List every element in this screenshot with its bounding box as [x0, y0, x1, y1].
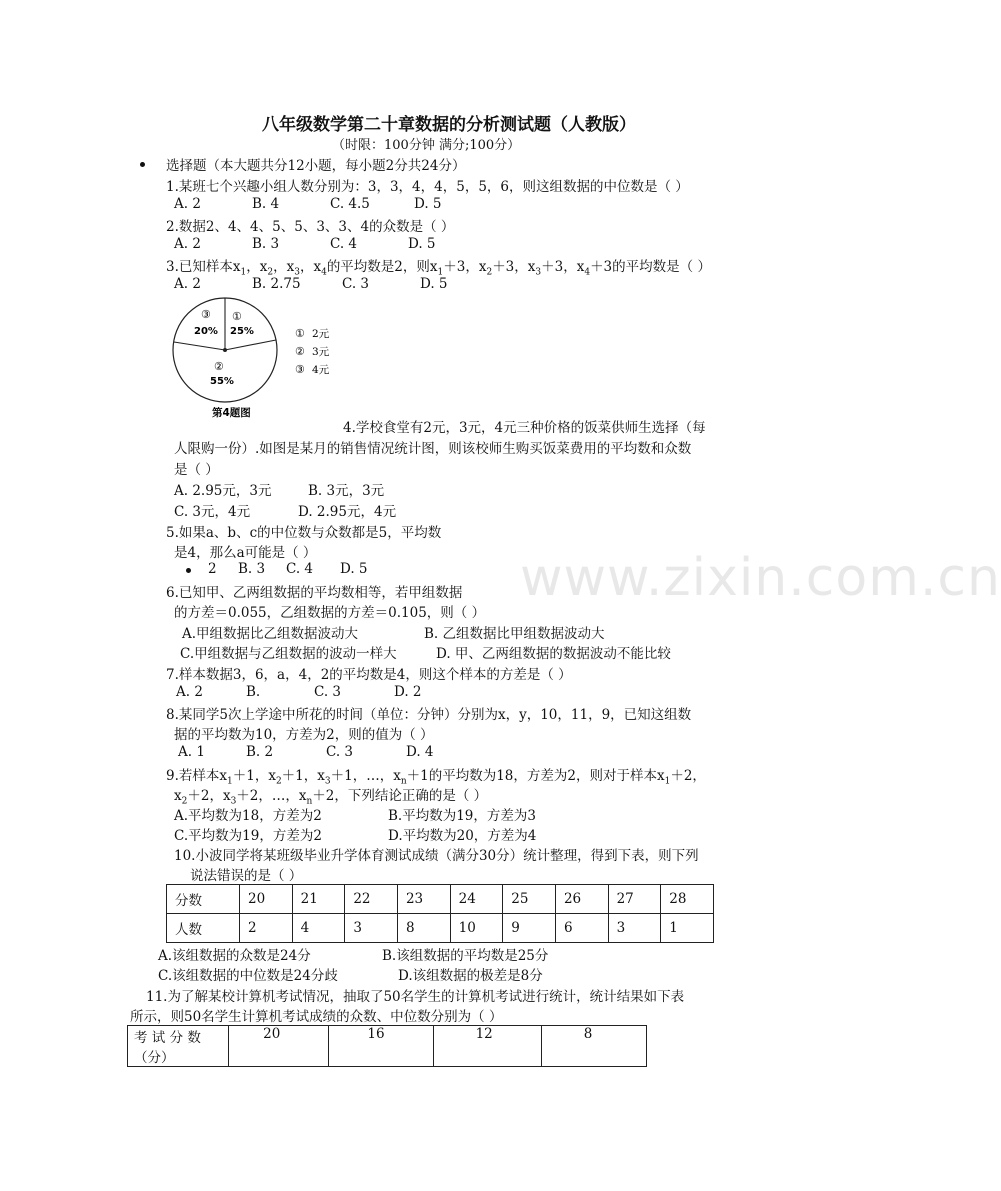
q6-opt-d: D. 甲、乙两组数据的数据波动不能比较: [436, 646, 671, 662]
pie-chart: [173, 298, 277, 402]
q2-opt-a: A. 2: [174, 236, 201, 252]
q4-opt-d: D. 2.95元，4元: [298, 504, 397, 520]
pie-slice-3-mark: ③: [201, 308, 211, 321]
table-cell: 4: [292, 914, 345, 943]
pie-slice-3-pct: 20%: [194, 326, 218, 337]
section-label: 选择题（本大题共分12小题，每小题2分共24分）: [166, 158, 466, 174]
score-table: [166, 884, 714, 943]
q8-opt-c: C. 3: [326, 744, 354, 760]
table-cell: 10: [450, 914, 503, 943]
table-cell: 20: [229, 1026, 329, 1067]
legend-label-2: 3元: [312, 346, 330, 358]
q7-opt-d: D. 2: [394, 684, 422, 700]
q4-line2: 人限购一份）.如图是某月的销售情况统计图，则该校师生购买饭菜费用的平均数和众数: [174, 441, 692, 457]
table-head-exam-score: 考 试 分 数 （分）: [128, 1026, 229, 1067]
q5-opt-d: D. 5: [340, 561, 368, 577]
q5-line1: 5.如果a、b、c的中位数与众数都是5，平均数: [166, 525, 442, 541]
q8-opt-d: D. 4: [406, 744, 434, 760]
table-cell: 6: [555, 914, 608, 943]
table-cell: 26: [555, 885, 608, 914]
q7-opt-c: C. 3: [314, 684, 342, 700]
q9-opt-d: D.平均数为20，方差为4: [388, 828, 537, 844]
q5-opt-c: C. 4: [286, 561, 314, 577]
legend-mark-2: ②: [295, 345, 305, 358]
table-cell: 23: [397, 885, 450, 914]
q8-line1: 8.某同学5次上学途中所花的时间（单位：分钟）分别为x，y，10，11，9，已知这组数: [166, 707, 692, 723]
q6-line1: 6.已知甲、乙两组数据的平均数相等，若甲组数据: [166, 585, 463, 601]
q2-stem: 2.数据2、4、4、5、5、3、3、4的众数是（ ）: [166, 219, 455, 235]
section-bullet: [140, 162, 145, 167]
pie-slice-1-mark: ①: [232, 310, 242, 323]
q2-opt-d: D. 5: [408, 236, 436, 252]
q4-line1: 4.学校食堂有2元，3元，4元三种价格的饭菜供师生选择（每: [343, 420, 706, 436]
q1-opt-c: C. 4.5: [330, 196, 370, 212]
legend-mark-1: ①: [295, 327, 305, 340]
q9-opt-a: A.平均数为18，方差为2: [174, 808, 322, 824]
q7-stem: 7.样本数据3，6，a，4，2的平均数是4，则这个样本的方差是（ ）: [166, 667, 572, 683]
pie-slice-1-pct: 25%: [230, 326, 254, 337]
table-cell: 25: [503, 885, 556, 914]
q2-opt-c: C. 4: [330, 236, 358, 252]
pie-center-dot: [223, 348, 227, 352]
page-subtitle: （时限：100分钟 满分;100分）: [332, 138, 521, 153]
pie-legend: [295, 327, 330, 376]
q4-opt-a: A. 2.95元，3元: [174, 483, 272, 499]
pie-slice-2-pct: 55%: [210, 376, 234, 387]
q6-opt-b: B. 乙组数据比甲组数据波动大: [424, 626, 605, 642]
q6-opt-c: C.甲组数据与乙组数据的波动一样大: [180, 646, 397, 662]
table-row: [167, 885, 714, 914]
q5-bullet: [186, 568, 191, 573]
q10-opt-b: B.该组数据的平均数是25分: [382, 948, 549, 964]
table-cell: 1: [661, 914, 714, 943]
q9-line2: $x_2+2$，$x_3+2$，…，$x_n+2$，下列结论正确的是（ ）: [174, 788, 488, 807]
q6-line2: 的方差＝0.055，乙组数据的方差＝0.105，则（ ）: [174, 605, 486, 621]
table-head-count: 人数: [167, 914, 240, 943]
table-cell: 28: [661, 885, 714, 914]
q4-opt-b: B. 3元，3元: [308, 483, 385, 499]
q1-stem: 1.某班七个兴趣小组人数分别为：3，3，4，4，5，5，6，则这组数据的中位数是（ ）: [166, 179, 689, 195]
q3-opt-a: A. 2: [174, 276, 201, 292]
q2-opt-b: B. 3: [252, 236, 280, 252]
q10-line1: 10.小波同学将某班级毕业升学体育测试成绩（满分30分）统计整理，得到下表，则下列: [174, 848, 699, 864]
q8-opt-b: B. 2: [246, 744, 274, 760]
q1-opt-d: D. 5: [414, 196, 442, 212]
page-title: 八年级数学第二十章数据的分析测试题（人教版）: [262, 115, 636, 135]
table-cell: 8: [541, 1026, 646, 1067]
q10-line2: 说法错误的是（ ）: [190, 868, 303, 884]
q5-opt-b: B. 3: [238, 561, 266, 577]
legend-label-3: 4元: [312, 364, 330, 376]
pie-caption: 第4题图: [212, 407, 251, 419]
table-cell: 2: [240, 914, 293, 943]
table-row: [128, 1026, 647, 1067]
q3-opt-d: D. 5: [420, 276, 448, 292]
table-row: [167, 914, 714, 943]
q4-opt-c: C. 3元，4元: [174, 504, 251, 520]
table-cell: 9: [503, 914, 556, 943]
q11-line2: 所示，则50名学生计算机考试成绩的众数、中位数分别为（ ）: [130, 1009, 503, 1025]
table-cell: 24: [450, 885, 503, 914]
q9-line1: 9.若样本$x_1+1$，$x_2+1$，$x_3+1$，…，$x_n+1$的平均数为18，方差为2，则对于样本$x_1+2$，: [166, 768, 706, 787]
q3-opt-c: C. 3: [342, 276, 370, 292]
q5-opt-a: 2: [208, 561, 217, 577]
q8-line2: 据的平均数为10，方差为2，则的值为（ ）: [174, 727, 434, 743]
table-head-score: 分数: [167, 885, 240, 914]
q1-opt-b: B. 4: [252, 196, 280, 212]
q1-opt-a: A. 2: [174, 196, 201, 212]
table-cell: 3: [345, 914, 398, 943]
table-cell: 21: [292, 885, 345, 914]
q7-opt-b: B.: [246, 684, 261, 700]
table-cell: 27: [608, 885, 661, 914]
q9-opt-c: C.平均数为19，方差为2: [174, 828, 322, 844]
q10-opt-c: C.该组数据的中位数是24分歧: [158, 968, 338, 984]
q6-opt-a: A.甲组数据比乙组数据波动大: [182, 626, 359, 642]
pie-slice-2-mark: ②: [214, 360, 224, 373]
q11-line1: 11.为了解某校计算机考试情况，抽取了50名学生的计算机考试进行统计，统计结果如下表: [146, 989, 685, 1005]
legend-mark-3: ③: [295, 363, 305, 376]
q4-line3: 是（ ）: [174, 462, 219, 478]
q10-opt-a: A.该组数据的众数是24分: [158, 948, 311, 964]
exam-score-table: [127, 1025, 647, 1067]
table-cell: 20: [240, 885, 293, 914]
table-cell: 22: [345, 885, 398, 914]
q3-opt-b: B. 2.75: [252, 276, 301, 292]
table-cell: 3: [608, 914, 661, 943]
pie-figure: [168, 296, 348, 420]
table-cell: 12: [433, 1026, 541, 1067]
q9-opt-b: B.平均数为19，方差为3: [388, 808, 536, 824]
q8-opt-a: A. 1: [178, 744, 205, 760]
legend-label-1: 2元: [312, 328, 330, 340]
q10-opt-d: D.该组数据的极差是8分: [398, 968, 543, 984]
watermark-text: www.zixin.com.cn: [520, 548, 1001, 608]
table-cell: 16: [329, 1026, 433, 1067]
table-cell: 8: [397, 914, 450, 943]
q7-opt-a: A. 2: [176, 684, 203, 700]
q5-line2: 是4，那么a可能是（ ）: [174, 545, 317, 561]
q3-stem: 3.已知样本$x_1$，$x_2$，$x_3$，$x_4$的平均数是2，则$x_1+3$，$x_2+3$，$x_3+3$，$x_4+3$的平均数是（ ）: [166, 259, 711, 278]
